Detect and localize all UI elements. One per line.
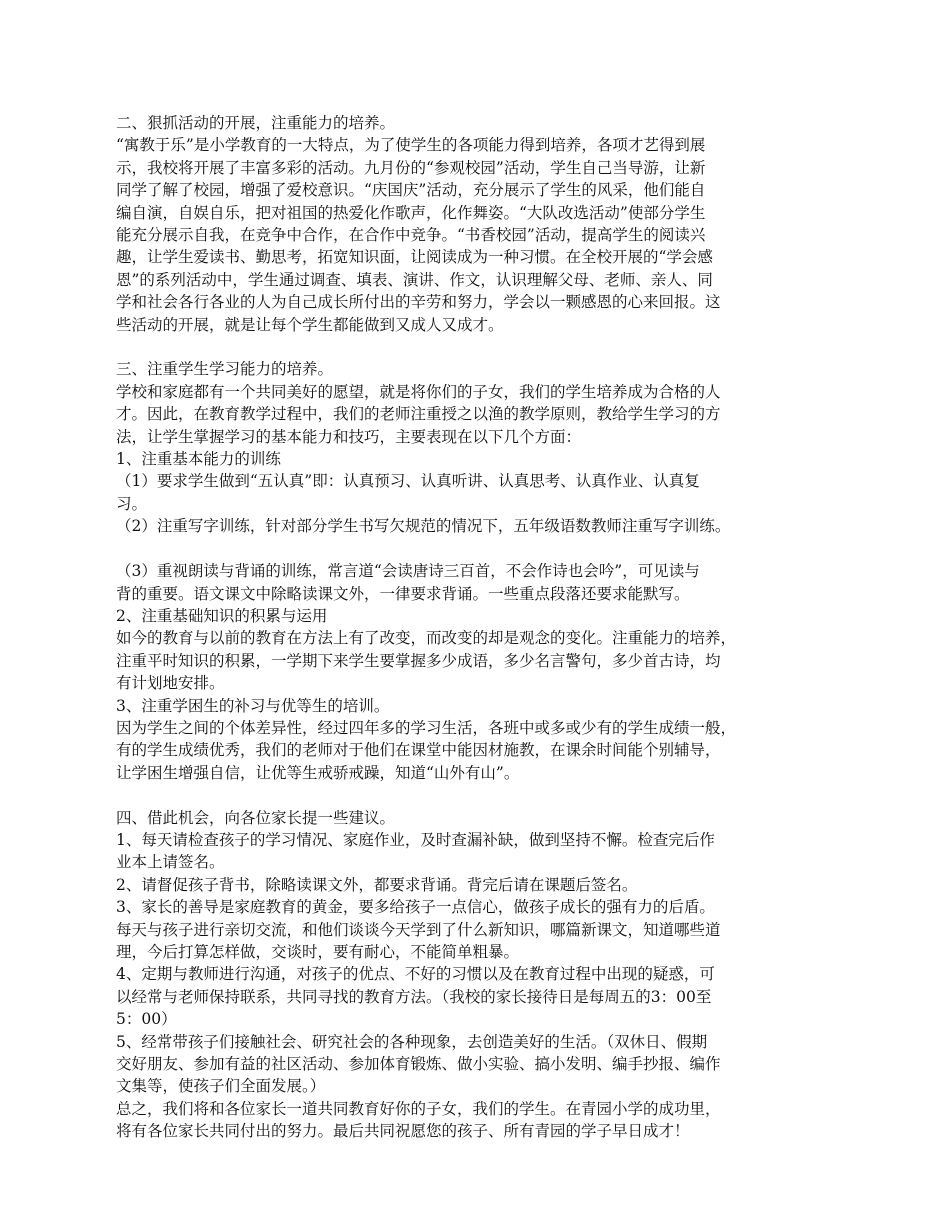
text-line: 同学了解了校园，增强了爱校意识。“庆国庆”活动，充分展示了学生的风采，他们能自	[116, 181, 706, 200]
text-line: 法，让学生掌握学习的基本能力和技巧，主要表现在以下几个方面：	[116, 427, 582, 446]
text-line: 习。	[116, 494, 148, 513]
text-line: 4、定期与教师进行沟通，对孩子的优点、不好的习惯以及在教育过程中出现的疑惑，可	[116, 965, 715, 984]
text-line: 以经常与老师保持联系，共同寻找的教育方法。（我校的家长接待日是每周五的3：00至	[116, 987, 712, 1006]
text-line: 业本上请签名。	[116, 853, 225, 872]
blank-line	[116, 336, 850, 358]
text-line: 1、每天请检查孩子的学习情况、家庭作业，及时查漏补缺，做到坚持不懈。检查完后作	[116, 830, 715, 849]
text-line: 示，我校将开展了丰富多彩的活动。九月份的“参观校园”活动，学生自己当导游，让新	[116, 158, 706, 177]
section-heading: 二、狠抓活动的开展，注重能力的培养。	[116, 114, 396, 132]
document-body	[116, 112, 850, 1143]
text-line: 能充分展示自我，在竞争中合作，在合作中竞争。“书香校园”活动，提高学生的阅读兴	[116, 226, 706, 245]
subheading: 3、注重学困生的补习与优等生的培训。	[116, 696, 390, 715]
text-line: 才。因此，在教育教学过程中，我们的老师注重授之以渔的教学原则，教给学生学习的方	[116, 405, 721, 424]
text-line: 些活动的开展，就是让每个学生都能做到又成人又成才。	[116, 315, 504, 334]
text-line: 如今的教育与以前的教育在方法上有了改变，而改变的却是观念的变化。注重能力的培养，	[116, 629, 737, 648]
text-line: “寓教于乐”是小学教育的一大特点，为了使学生的各项能力得到培养，各项才艺得到展	[116, 136, 706, 155]
text-line: 3、家长的善导是家庭教育的黄金，要多给孩子一点信心，做孩子成长的强有力的后盾。	[116, 898, 715, 917]
text-line: 学校和家庭都有一个共同美好的愿望，就是将你们的子女，我们的学生培养成为合格的人	[116, 382, 721, 401]
text-line: 有计划地安排。	[116, 674, 225, 693]
subheading: 2、注重基础知识的积累与运用	[116, 606, 328, 625]
text-line: 2、请督促孩子背书，除略读课文外，都要求背诵。背完后请在课题后签名。	[116, 875, 638, 894]
text-line: 交好朋友、参加有益的社区活动、参加体育锻炼、做小实验、搞小发明、编手抄报、编作	[116, 1055, 721, 1074]
text-line: 5、经常带孩子们接触社会、研究社会的各种现象，去创造美好的生活。（双休日、假期	[116, 1032, 708, 1051]
text-line: 背的重要。语文课文中除略读课文外，一律要求背诵。一些重点段落还要求能默写。	[116, 584, 690, 603]
blank-line	[116, 538, 850, 560]
text-line: 恩”的系列活动中，学生通过调查、填表、演讲、作文，认识理解父母、老师、亲人、同	[116, 270, 713, 289]
text-line: （3）重视朗读与背诵的训练，常言道“会读唐诗三百首，不会作诗也会吟”，可见读与	[116, 562, 700, 581]
text-line: 理，今后打算怎样做，交谈时，要有耐心，不能简单粗暴。	[116, 942, 520, 961]
text-line: 学和社会各行各业的人为自己成长所付出的辛劳和努力，学会以一颗感恩的心来回报。这	[116, 293, 721, 312]
text-line: 有的学生成绩优秀，我们的老师对于他们在课堂中能因材施教，在课余时间能个别辅导，	[116, 741, 721, 760]
text-line: 总之，我们将和各位家长一道共同教育好你的子女，我们的学生。在青园小学的成功里，	[116, 1099, 721, 1118]
section-heading: 三、注重学生学习能力的培养。	[116, 360, 334, 379]
text-line: （1）要求学生做到“五认真”即：认真预习、认真听讲、认真思考、认真作业、认真复	[116, 472, 700, 491]
text-line: 每天与孩子进行亲切交流，和他们谈谈今天学到了什么新知识，哪篇新课文，知道哪些道	[116, 920, 721, 939]
text-line: 5：00）	[116, 1010, 177, 1029]
blank-line	[116, 784, 850, 806]
text-line: （2）注重写字训练，针对部分学生书写欠规范的情况下，五年级语数教师注重写字训练。	[116, 517, 731, 536]
text-line: 让学困生增强自信，让优等生戒骄戒躁，知道“山外有山”。	[116, 763, 520, 782]
text-line: 编自演，自娱自乐，把对祖国的热爱化作歌声，化作舞姿。“大队改选活动”使部分学生	[116, 203, 706, 222]
subheading: 1、注重基本能力的训练	[116, 450, 281, 469]
text-line: 趣，让学生爱读书、勤思考，拓宽知识面，让阅读成为一种习惯。在全校开展的“学会感	[116, 248, 713, 267]
text-line: 文集等，使孩子们全面发展。）	[116, 1077, 326, 1096]
section-heading: 四、借此机会，向各位家长提一些建议。	[116, 808, 396, 827]
text-line: 将有各位家长共同付出的努力。最后共同祝愿您的孩子、所有青园的学子早日成才！	[116, 1122, 690, 1141]
text-line: 因为学生之间的个体差异性，经过四年多的学习生活，各班中或多或少有的学生成绩一般，	[116, 718, 737, 737]
text-line: 注重平时知识的积累，一学期下来学生要掌握多少成语，多少名言警句，多少首古诗，均	[116, 651, 721, 670]
